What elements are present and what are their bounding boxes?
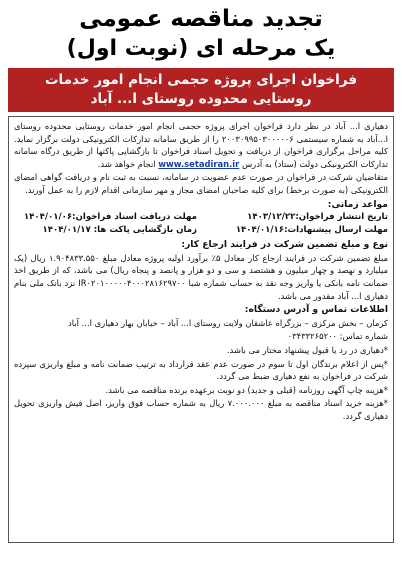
notice-subtitle: یک مرحله ای (نوبت اول) <box>66 36 336 61</box>
receive-docs-date: مهلت دریافت اسناد فراخوان:۱۴۰۴/۰۱/۰۶ <box>23 212 197 223</box>
contact-phone: شماره تماس: ۰۳۴۳۳۲۶۵۲۰۰ <box>287 331 388 342</box>
red-banner <box>8 68 394 112</box>
setad-link[interactable]: www.setadiran.ir <box>158 158 240 169</box>
send-offers-date: مهلت ارسال پیشنهادات:۱۴۰۴/۰۱/۱۶ <box>235 225 388 236</box>
intro-text-end: انجام خواهد شد. <box>97 158 156 169</box>
note-item: *پس از اعلام برندگان اول تا سوم در صورت عدم عقد قرارداد به ترتیب ضمانت نامه و مبلغ واریزی سپرده شرکت در فراخوان به نفع دهیاری ضبط می گردد. <box>14 358 388 382</box>
banner-line-1: فراخوان اجرای پروژه حجمی انجام امور خدمات <box>44 72 358 88</box>
note-item: *دهیاری در رد یا قبول پیشنهاد مختار می باشد. <box>226 344 388 355</box>
dates-grid <box>14 211 388 237</box>
contact-address: کرمان – بخش مرکزی – بزرگراه عاشقان ولایت روستای ا... آباد – خیابان بهار دهیاری ا... آباد <box>68 317 388 328</box>
note-item: *هزینه چاپ آگهی روزنامه (قبلی و جدید) دو نوبت برعهده برنده مناقصه می باشد. <box>105 384 388 395</box>
note-item: *هزینه خرید اسناد مناقصه به مبلغ ۷.۰۰۰.۰۰۰ ریال به شماره حساب فوق واریز، اصل فیش واریزی تحویل دهیاری گردد. <box>14 398 388 421</box>
guarantee-text: مبلغ تضمین شرکت در فرایند ارجاع کار معادل ۵٪ برآورد اولیه پروژه معادل مبلغ ۱.۹۰۴۸۳۳.۵۵۰ ریال (یک میلیارد و نهصد و چهار میلیون و هشتصد و سی و دو هزار و پانصد و پنجاه ریال) می باشد، که از طریق اخذ ضمانت نامه بانکی یا واریز وجه نقد به حساب شماره شبا IR۰۲۰۱۰۰۰۰۰۴۰۰۰۲۸۱۶۲۹۷۰۰ نزد بانک ملی بنام دهیاری ا... آباد مقدور می باشد. <box>14 252 389 301</box>
guarantee-heading: نوع و مبلغ تضمین شرکت در فرایند ارجاع کار: <box>181 239 388 251</box>
opening-date: زمان بازگشایی پاکت ها: ۱۴۰۴/۰۱/۱۷ <box>42 225 197 236</box>
registration-paragraph: متقاضیان شرکت در فراخوان در صورت عدم عضویت در سامانه، نسبت به ثبت نام و دریافت گواهی امضای الکترونیکی (به صورت برخط) برای کلیه صاحبان امضای مجاز و مهر سازمانی اقدام لازم را به عمل آورند. <box>14 172 388 195</box>
intro-text: دهیاری ا... آباد در نظر دارد فراخوان اجرای پروژه حجمی انجام امور خدمات روستایی محدوده روستای ا...آباد به شماره سیستمی ۲۰۰۳۰۹۹۵۰۳۰۰۰۰۰۶ را از طریق سامانه تدارکات الکترونیکی دولت برگزار نماید. کلیه مراحل برگزاری فراخوان از دریافت و تحویل اسناد فراخوان تا بازگشایی پاکتها از طریق درگاه سامانه تدارکات الکترونیکی دولت (ستاد) به آدرس <box>14 121 388 169</box>
contact-heading: اطلاعات تماس و آدرس دستگاه: <box>244 304 388 316</box>
notice-title: تجدید مناقصه عمومی <box>79 6 323 32</box>
notice-body <box>8 116 394 543</box>
intro-paragraph <box>14 120 388 170</box>
banner-line-2: روستایی محدوده روستای ا... آباد <box>90 91 312 107</box>
publish-date: تاریخ انتشار فراخوان:۱۴۰۳/۱۲/۲۲ <box>247 212 388 223</box>
dates-heading: مواعد زمانی: <box>327 198 388 210</box>
